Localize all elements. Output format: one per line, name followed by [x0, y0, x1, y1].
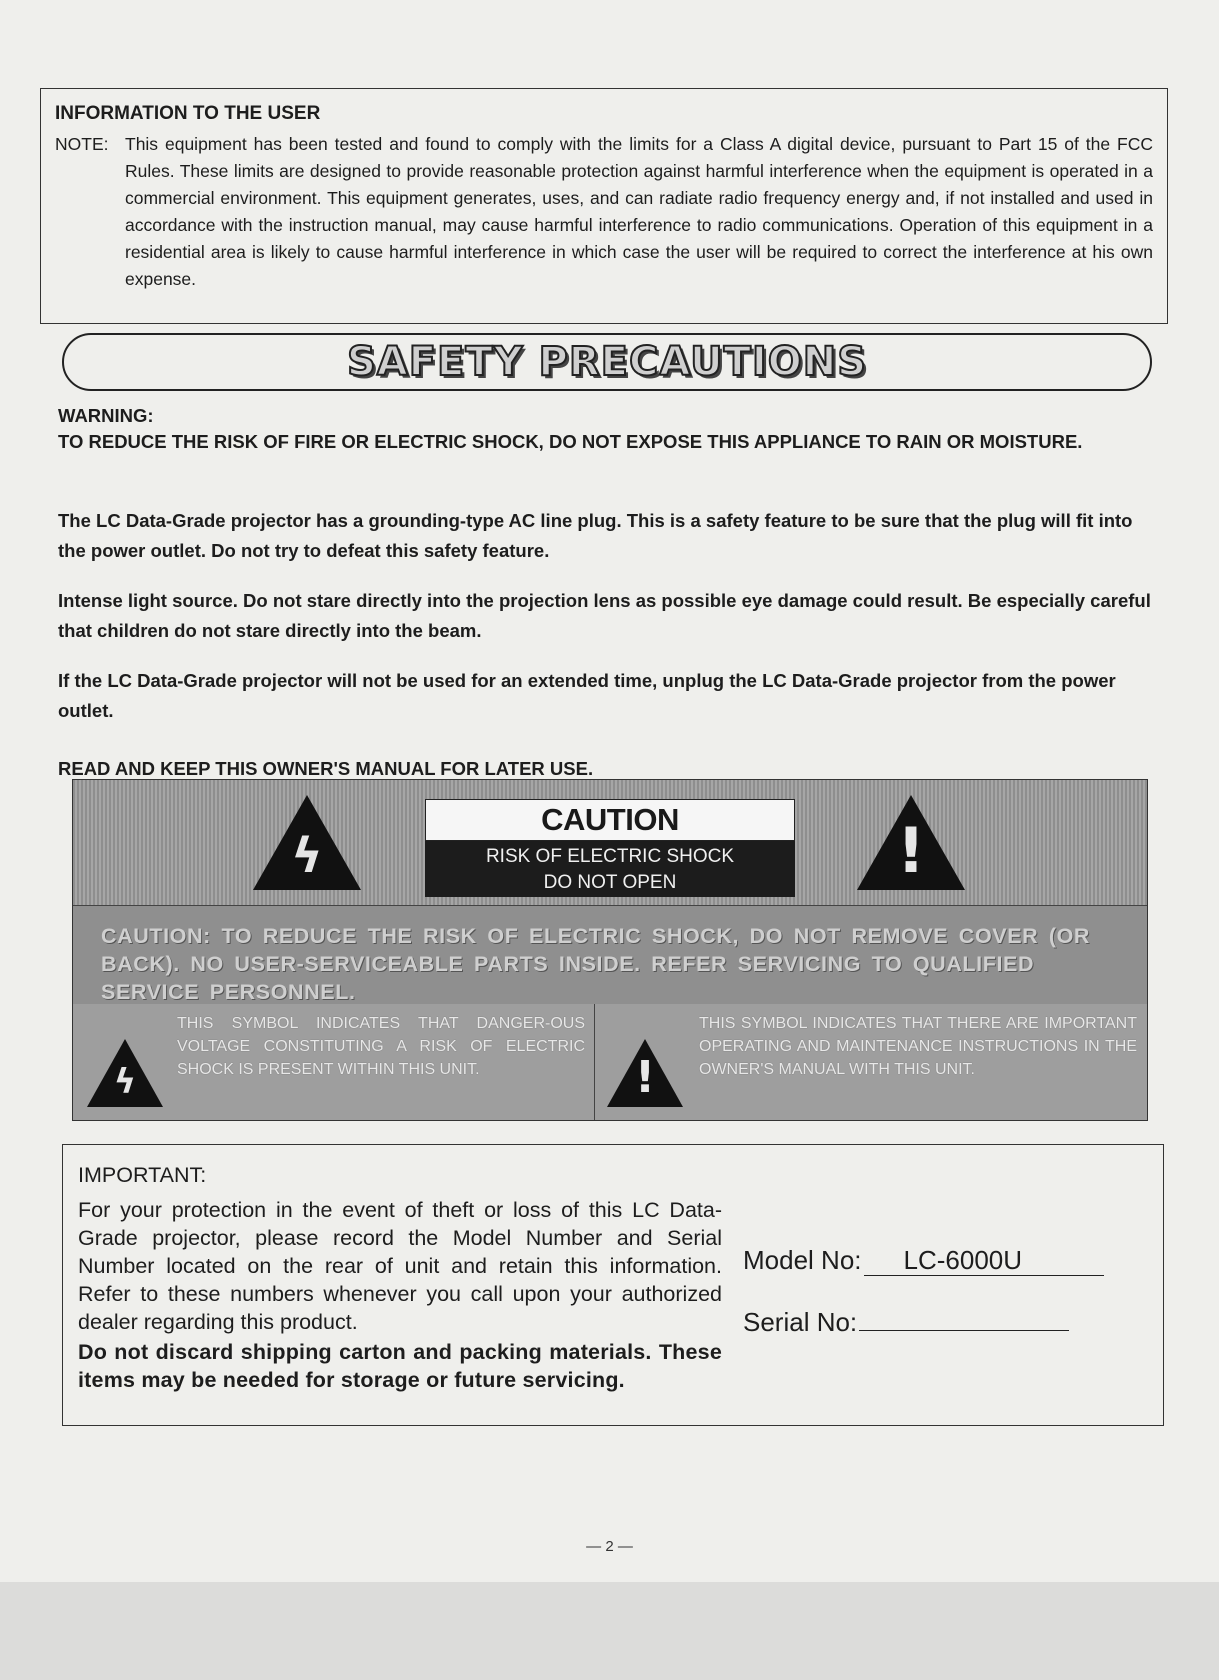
serial-number-field [743, 1300, 1069, 1338]
lightning-bolt-icon: ϟ [113, 1062, 137, 1102]
warning-text: TO REDUCE THE RISK OF FIRE OR ELECTRIC SHOCK, DO NOT EXPOSE THIS APPLIANCE TO RAIN OR MOISTURE. [58, 431, 1083, 452]
note-label: NOTE: [55, 134, 109, 154]
page-number: — 2 — [586, 1538, 633, 1555]
voltage-symbol-text: THIS SYMBOL INDICATES THAT DANGER-OUS VOLTAGE CONSTITUTING A RISK OF ELECTRIC SHOCK IS PRESENT WITHIN THIS UNIT. [177, 1015, 585, 1078]
model-value: LC-6000U [864, 1245, 1104, 1276]
lightning-bolt-icon: ϟ [291, 828, 323, 884]
read-keep-manual-notice: READ AND KEEP THIS OWNER'S MANUAL FOR LATER USE. [58, 758, 594, 779]
important-title: IMPORTANT: [78, 1163, 207, 1187]
caution-header [73, 780, 1147, 906]
light-source-paragraph: Intense light source. Do not stare directly into the projection lens as possible eye damage could result. Be especially careful that children do not stare directly into the beam. [58, 590, 1151, 641]
exclamation-mark-icon: ! [634, 1052, 656, 1103]
exclamation-symbol-explanation [595, 1004, 1147, 1120]
caution-statement [73, 906, 1147, 1005]
caution-statement-text: CAUTION: TO REDUCE THE RISK OF ELECTRIC SHOCK, DO NOT REMOVE COVER (OR BACK). NO USER-SERVICEABLE PARTS INSIDE. REFER SERVICING TO QUALIFIED SERVICE PERSONNEL. [101, 924, 1091, 1004]
model-label: Model No: [743, 1245, 862, 1275]
page-edge-shadow [0, 1582, 1219, 1680]
warning-label: WARNING: [58, 405, 154, 426]
safety-title: SAFETY PRECAUTIONS [346, 339, 868, 385]
voltage-symbol-explanation [73, 1004, 595, 1120]
serial-label: Serial No: [743, 1307, 858, 1337]
grounding-plug-paragraph: The LC Data-Grade projector has a grounding-type AC line plug. This is a safety feature to be sure that the plug will fit into the power outlet. Do not try to defeat this safety feature. [58, 510, 1133, 561]
serial-value [859, 1300, 1069, 1331]
unplug-paragraph: If the LC Data-Grade projector will not be used for an extended time, unplug the LC Data-Grade projector from the power outlet. [58, 670, 1116, 721]
risk-line-1: RISK OF ELECTRIC SHOCK [485, 846, 735, 867]
exclamation-symbol-text: THIS SYMBOL INDICATES THAT THERE ARE IMPORTANT OPERATING AND MAINTENANCE INSTRUCTIONS IN THE OWNER'S MANUAL WITH THIS UNIT. [699, 1015, 1137, 1078]
important-box [62, 1144, 1164, 1426]
safety-precautions-banner [62, 333, 1152, 391]
exclamation-mark-icon: ! [896, 814, 926, 887]
important-text: For your protection in the event of theft or loss of this LC Data-Grade projector, please record the Model Number and Serial Number located on the rear of unit and retain this information. Refer to these numbers whenever you call upon your authorized dealer regarding this product. [78, 1198, 722, 1334]
caution-label: CAUTION [425, 799, 795, 841]
info-note [55, 131, 1153, 293]
info-title: INFORMATION TO THE USER [55, 103, 321, 124]
risk-of-shock-label [425, 841, 795, 897]
note-text: This equipment has been tested and found to comply with the limits for a Class A digital device, pursuant to Part 15 of the FCC Rules. These limits are designed to provide reasonable protection against harmful interference when the equipment is operated in a commercial environment. This equipment generates, uses, and can radiate radio frequency energy and, if not installed and used in accordance with the instruction manual, may cause harmful interference to radio communications. Operation of this equipment in a residential area is likely to cause harmful interference in which case the user will be required to correct the interference at his own expense. [125, 134, 1153, 289]
fcc-information-box [40, 88, 1168, 324]
risk-line-2: DO NOT OPEN [543, 872, 677, 893]
caution-panel [72, 779, 1148, 1121]
model-number-field [743, 1245, 1104, 1276]
important-bold-text: Do not discard shipping carton and packing materials. These items may be needed for storage or future servicing. [78, 1340, 722, 1392]
